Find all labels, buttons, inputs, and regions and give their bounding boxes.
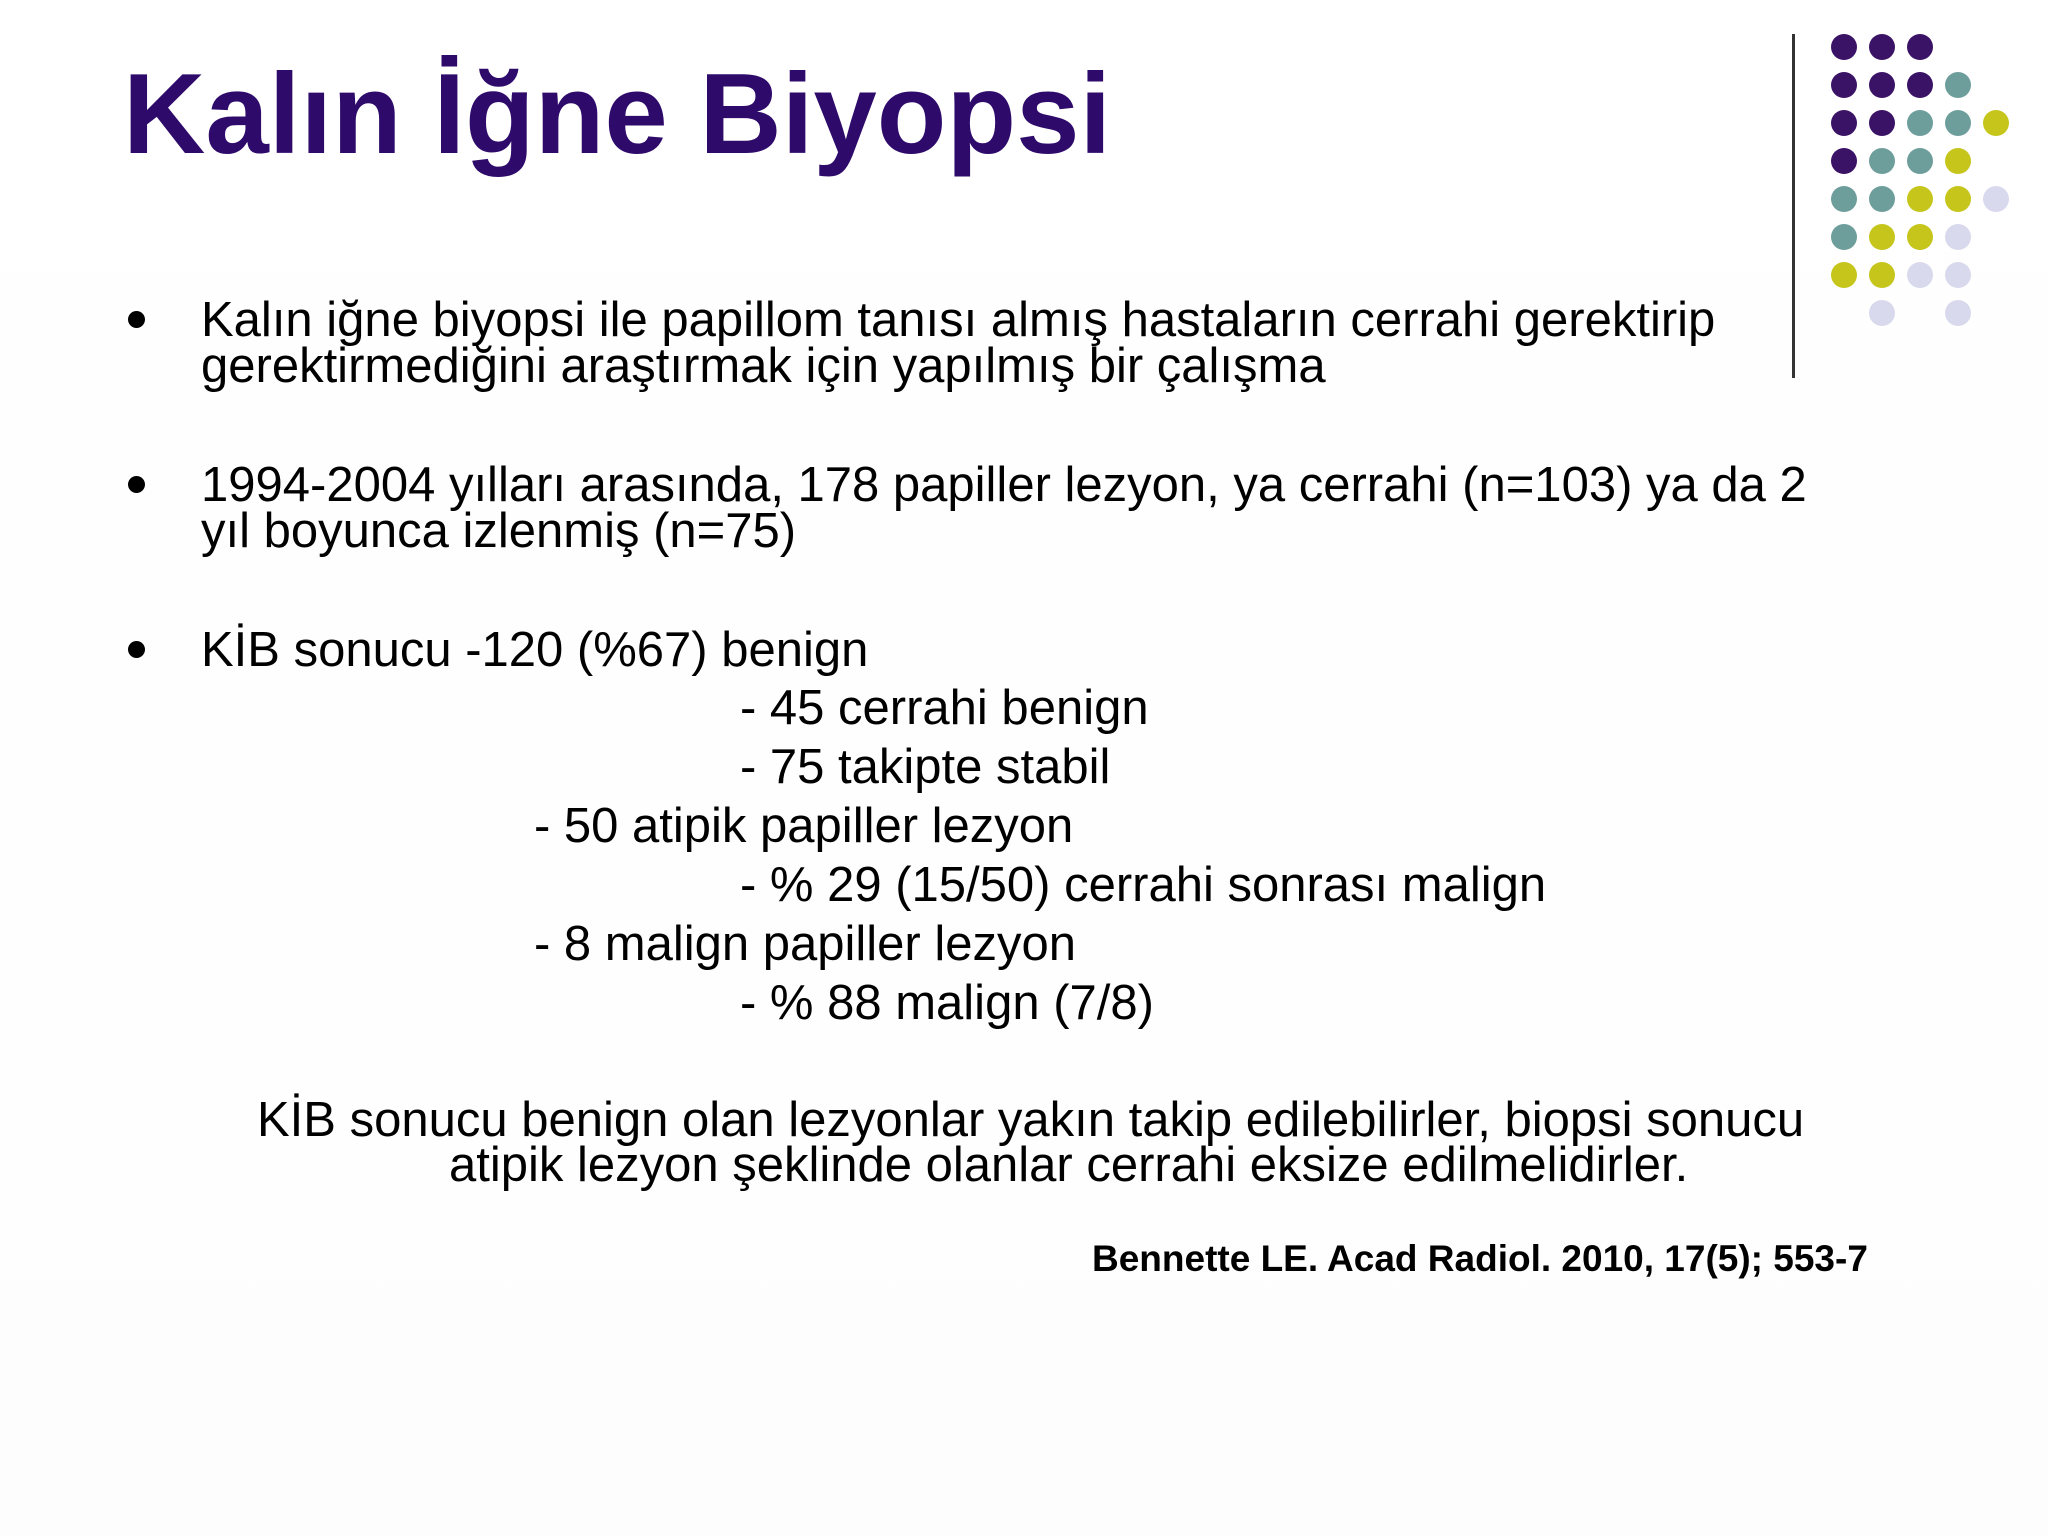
vertical-divider xyxy=(1792,34,1795,378)
decorative-dot xyxy=(1945,262,1971,288)
conclusion-line-2: atipik lezyon şeklinde olanlar cerrahi eksize edilmelidirler. xyxy=(449,1138,1689,1192)
conclusion-line-1: KİB sonucu benign olan lezyonlar yakın takip edilebilirler, biopsi sonucu xyxy=(257,1093,1805,1147)
decorative-dot xyxy=(1831,186,1857,212)
subline-malign-papiller: - 8 malign papiller lezyon xyxy=(534,917,1076,971)
decorative-dot xyxy=(1907,148,1933,174)
decorative-dot xyxy=(1869,300,1895,326)
bullet-1-line-1: Kalın iğne biyopsi ile papillom tanısı almış hastaların cerrahi gerektirip xyxy=(201,293,1716,347)
decorative-dot xyxy=(1945,148,1971,174)
bullet-1-line-2: gerektirmediğini araştırmak için yapılmış bir çalışma xyxy=(201,339,1326,393)
decorative-dot xyxy=(1983,110,2009,136)
bullet-marker xyxy=(128,311,145,328)
bullet-2-line-1: 1994-2004 yılları arasında, 178 papiller lezyon, ya cerrahi (n=103) ya da 2 xyxy=(201,458,1807,512)
decorative-dot xyxy=(1907,224,1933,250)
decorative-dot xyxy=(1869,148,1895,174)
subline-atipik-papiller: - 50 atipik papiller lezyon xyxy=(534,799,1074,853)
decorative-dot xyxy=(1945,110,1971,136)
decorative-dot xyxy=(1831,148,1857,174)
decorative-dot xyxy=(1831,72,1857,98)
decorative-dot xyxy=(1869,72,1895,98)
decorative-dot xyxy=(1945,300,1971,326)
decorative-dot xyxy=(1831,34,1857,60)
decorative-dot xyxy=(1869,262,1895,288)
subline-malign-oran: - % 88 malign (7/8) xyxy=(740,976,1154,1030)
bullet-marker xyxy=(128,476,145,493)
decorative-dot xyxy=(1945,224,1971,250)
decorative-dot xyxy=(1907,186,1933,212)
decorative-dot xyxy=(1869,110,1895,136)
decorative-dot xyxy=(1869,34,1895,60)
bullet-2-line-2: yıl boyunca izlenmiş (n=75) xyxy=(201,504,797,558)
bullet-marker xyxy=(128,641,145,658)
decorative-dot xyxy=(1907,110,1933,136)
decorative-dot xyxy=(1945,186,1971,212)
decorative-dot xyxy=(1831,224,1857,250)
decorative-dot xyxy=(1831,110,1857,136)
bullet-3-line-1: KİB sonucu -120 (%67) benign xyxy=(201,623,869,677)
decorative-dot xyxy=(1869,186,1895,212)
subline-takipte-stabil: - 75 takipte stabil xyxy=(740,740,1111,794)
citation-reference: Bennette LE. Acad Radiol. 2010, 17(5); 553-7 xyxy=(1092,1238,1868,1279)
subline-cerrahi-benign: - 45 cerrahi benign xyxy=(740,681,1149,735)
decorative-dot xyxy=(1907,262,1933,288)
decorative-dot xyxy=(1907,34,1933,60)
subline-cerrahi-sonrasi-malign: - % 29 (15/50) cerrahi sonrası malign xyxy=(740,858,1547,912)
slide-title: Kalın İğne Biyopsi xyxy=(123,51,1112,178)
decorative-dot xyxy=(1869,224,1895,250)
decorative-dot xyxy=(1831,262,1857,288)
decorative-dot xyxy=(1983,186,2009,212)
decorative-dot xyxy=(1907,72,1933,98)
decorative-dot xyxy=(1945,72,1971,98)
